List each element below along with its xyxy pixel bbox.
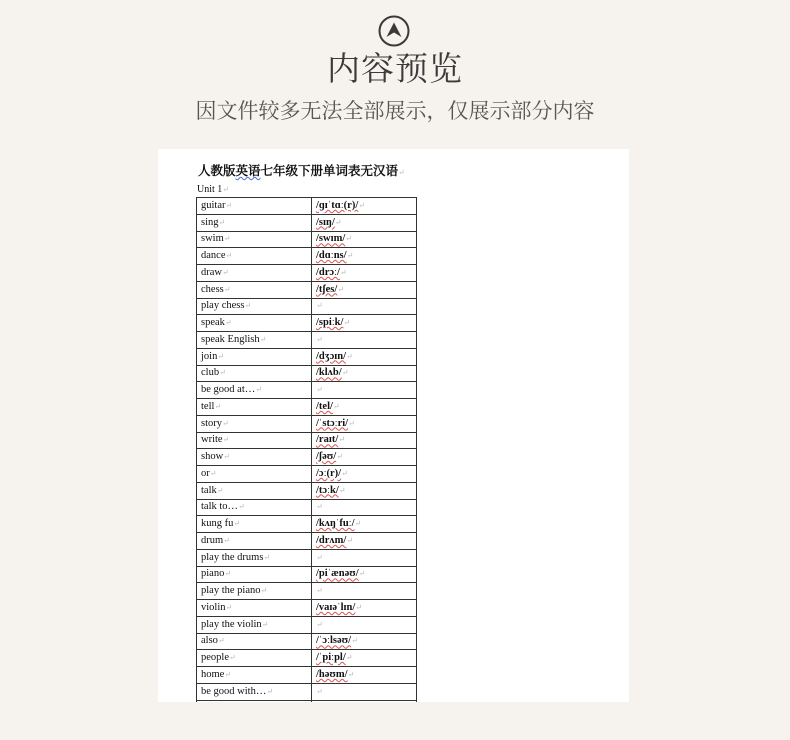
- table-row: [197, 198, 417, 215]
- word-text: guitar: [201, 199, 226, 211]
- unit-label-text: Unit 1: [197, 184, 223, 195]
- phonetic-text: /sɪŋ/: [316, 216, 335, 228]
- paragraph-mark: ↵: [225, 251, 233, 261]
- paragraph-mark: ↵: [222, 435, 230, 445]
- word-cell: [197, 583, 312, 600]
- word-cell: [197, 516, 312, 533]
- phonetic-text: /tel/: [316, 400, 333, 412]
- paragraph-mark: ↵: [346, 535, 354, 545]
- paragraph-mark: ↵: [316, 334, 323, 344]
- paragraph-mark: ↵: [255, 385, 262, 395]
- table-row: [197, 482, 417, 499]
- paragraph-mark: ↵: [225, 602, 233, 612]
- word-cell: [197, 700, 312, 702]
- phonetic-cell: [312, 281, 417, 298]
- paragraph-mark: ↵: [346, 351, 353, 361]
- phonetic-text: /ˈpiːpl/: [316, 652, 346, 664]
- table-row: [197, 298, 417, 315]
- word-text: chess: [201, 283, 224, 295]
- phonetic-cell: [312, 667, 417, 684]
- paragraph-mark: ↵: [334, 217, 342, 227]
- phonetic-text: /spiːk/: [316, 317, 344, 329]
- phonetic-cell: [312, 365, 417, 382]
- table-row: [197, 600, 417, 617]
- phonetic-cell: [312, 315, 417, 332]
- word-text: be good at…: [201, 384, 256, 396]
- word-cell: [197, 466, 312, 483]
- phonetic-cell: [312, 566, 417, 583]
- paragraph-mark: ↵: [345, 234, 352, 244]
- paragraph-mark: ↵: [218, 217, 226, 227]
- table-row: [197, 633, 417, 650]
- paragraph-mark: ↵: [358, 200, 365, 210]
- word-text: swim: [201, 233, 224, 245]
- paragraph-mark: ↵: [348, 418, 355, 428]
- table-row: [197, 616, 417, 633]
- table-row: [197, 432, 417, 449]
- paragraph-mark: ↵: [223, 234, 231, 244]
- word-cell: [197, 315, 312, 332]
- word-cell: [197, 248, 312, 265]
- word-text: home: [201, 668, 225, 680]
- word-text: also: [201, 635, 218, 647]
- paragraph-mark: ↵: [216, 485, 224, 495]
- table-row: [197, 549, 417, 566]
- word-cell: [197, 265, 312, 282]
- word-cell: [197, 667, 312, 684]
- word-cell: [197, 432, 312, 449]
- document-title: [198, 161, 405, 179]
- word-text: piano: [201, 568, 225, 580]
- paragraph-mark: ↵: [263, 552, 271, 562]
- phonetic-text: /həʊm/: [316, 668, 348, 680]
- paragraph-mark: ↵: [316, 385, 323, 395]
- phonetic-cell: [312, 633, 417, 650]
- table-row: [197, 382, 417, 399]
- table-row: [197, 415, 417, 432]
- phonetic-cell: [312, 248, 417, 265]
- phonetic-text: /drɔː/: [316, 266, 340, 278]
- phonetic-cell: [312, 600, 417, 617]
- word-cell: [197, 499, 312, 516]
- phonetic-cell: [312, 700, 417, 702]
- paragraph-mark: ↵: [217, 351, 225, 361]
- phonetic-cell: [312, 516, 417, 533]
- table-row: [197, 365, 417, 382]
- paragraph-mark: ↵: [266, 686, 274, 696]
- phonetic-text: /swɪm/: [316, 233, 346, 245]
- phonetic-cell: [312, 348, 417, 365]
- word-cell: [197, 650, 312, 667]
- vocabulary-table-body: [197, 198, 417, 703]
- phonetic-cell: [312, 214, 417, 231]
- word-cell: [197, 616, 312, 633]
- word-text: play the drums: [201, 551, 264, 563]
- vocabulary-table: [196, 197, 417, 702]
- paragraph-mark: ↵: [343, 318, 351, 328]
- phonetic-cell: [312, 265, 417, 282]
- table-row: [197, 650, 417, 667]
- paragraph-mark: ↵: [259, 334, 267, 344]
- word-text: be good with…: [201, 685, 267, 697]
- table-row: [197, 265, 417, 282]
- paragraph-mark: ↵: [347, 669, 355, 679]
- phonetic-text: /dʒɔɪn/: [316, 350, 347, 362]
- paragraph-mark: ↵: [355, 602, 362, 612]
- word-text: talk to…: [201, 501, 239, 513]
- phonetic-text: /raɪt/: [316, 434, 339, 446]
- word-text: speak: [201, 317, 225, 329]
- word-text: sing: [201, 216, 219, 228]
- word-cell: [197, 566, 312, 583]
- table-row: [197, 566, 417, 583]
- table-row: [197, 281, 417, 298]
- paragraph-mark: ↵: [398, 168, 405, 177]
- word-cell: [197, 600, 312, 617]
- table-row: [197, 315, 417, 332]
- word-cell: [197, 449, 312, 466]
- phonetic-text: /ˈstɔːri/: [316, 417, 349, 429]
- paragraph-mark: ↵: [337, 284, 344, 294]
- paragraph-mark: ↵: [316, 552, 323, 562]
- phonetic-cell: [312, 399, 417, 416]
- paragraph-mark: ↵: [217, 636, 225, 646]
- paragraph-mark: ↵: [339, 267, 347, 277]
- paragraph-mark: ↵: [358, 569, 366, 579]
- phonetic-text: /ɡɪˈtɑː(r)/: [316, 199, 359, 211]
- word-cell: [197, 214, 312, 231]
- phonetic-cell: [312, 198, 417, 215]
- paragraph-mark: ↵: [229, 653, 236, 663]
- table-row: [197, 683, 417, 700]
- paragraph-mark: ↵: [233, 519, 241, 529]
- table-row: [197, 533, 417, 550]
- table-row: [197, 348, 417, 365]
- paragraph-mark: ↵: [336, 452, 343, 462]
- word-cell: [197, 298, 312, 315]
- word-cell: [197, 281, 312, 298]
- word-text: show: [201, 451, 224, 463]
- paragraph-mark: ↵: [223, 452, 230, 462]
- paragraph-mark: ↵: [214, 401, 222, 411]
- paragraph-mark: ↵: [222, 267, 229, 277]
- paragraph-mark: ↵: [223, 284, 231, 294]
- word-cell: [197, 198, 312, 215]
- word-text: play the violin: [201, 618, 262, 630]
- phonetic-text: /klʌb/: [316, 367, 342, 379]
- word-cell: [197, 332, 312, 349]
- word-cell: [197, 348, 312, 365]
- word-cell: [197, 231, 312, 248]
- table-row: [197, 700, 417, 702]
- chevron-up-circle-icon: [378, 15, 410, 47]
- phonetic-text: /vaɪəˈlɪn/: [316, 601, 356, 613]
- word-cell: [197, 382, 312, 399]
- table-row: [197, 499, 417, 516]
- table-row: [197, 667, 417, 684]
- word-cell: [197, 365, 312, 382]
- phonetic-text: /tʃes/: [316, 283, 338, 295]
- table-row: [197, 516, 417, 533]
- unit-label: [197, 184, 229, 195]
- paragraph-mark: ↵: [244, 301, 252, 311]
- phonetic-text: /piˈænəʊ/: [316, 568, 359, 580]
- paragraph-mark: ↵: [316, 301, 323, 311]
- word-text: violin: [201, 601, 226, 613]
- word-cell: [197, 415, 312, 432]
- document-preview: [158, 149, 629, 702]
- paragraph-mark: ↵: [338, 435, 345, 445]
- document-title-underlined: 英语: [235, 163, 261, 178]
- paragraph-mark: ↵: [346, 251, 354, 261]
- word-text: join: [201, 350, 218, 362]
- paragraph-mark: ↵: [222, 185, 229, 194]
- page-title: 内容预览: [327, 49, 463, 88]
- paragraph-mark: ↵: [316, 586, 323, 596]
- word-cell: [197, 549, 312, 566]
- paragraph-mark: ↵: [261, 619, 269, 629]
- table-row: [197, 231, 417, 248]
- phonetic-cell: [312, 332, 417, 349]
- phonetic-cell: [312, 533, 417, 550]
- phonetic-text: /ʃəʊ/: [316, 451, 337, 463]
- phonetic-cell: [312, 298, 417, 315]
- paragraph-mark: ↵: [209, 468, 217, 478]
- paragraph-mark: ↵: [354, 519, 362, 529]
- phonetic-cell: [312, 583, 417, 600]
- phonetic-cell: [312, 683, 417, 700]
- phonetic-cell: [312, 549, 417, 566]
- table-row: [197, 248, 417, 265]
- document-title-suffix: 七年级下册单词表无汉语: [260, 163, 399, 178]
- document-title-prefix: 人教版: [198, 163, 236, 178]
- paragraph-mark: ↵: [341, 368, 349, 378]
- page-subtitle: 因文件较多无法全部展示，仅展示部分内容: [195, 99, 595, 123]
- table-row: [197, 332, 417, 349]
- word-text: talk: [201, 484, 217, 496]
- paragraph-mark: ↵: [224, 669, 232, 679]
- word-text: write: [201, 434, 223, 446]
- phonetic-cell: [312, 415, 417, 432]
- paragraph-mark: ↵: [338, 485, 346, 495]
- table-row: [197, 449, 417, 466]
- paragraph-mark: ↵: [222, 418, 229, 428]
- word-cell: [197, 482, 312, 499]
- paragraph-mark: ↵: [238, 502, 245, 512]
- paragraph-mark: ↵: [316, 686, 323, 696]
- word-text: tell: [201, 400, 215, 412]
- phonetic-text: /kʌŋˈfuː/: [316, 518, 355, 530]
- paragraph-mark: ↵: [345, 653, 353, 663]
- word-text: or: [201, 467, 210, 479]
- phonetic-cell: [312, 616, 417, 633]
- word-text: draw: [201, 266, 222, 278]
- word-text: people: [201, 652, 229, 664]
- paragraph-mark: ↵: [332, 401, 340, 411]
- phonetic-text: /ɔː(r)/: [316, 467, 342, 479]
- word-text: story: [201, 417, 222, 429]
- phonetic-text: /dɑːns/: [316, 250, 347, 262]
- word-text: speak English: [201, 333, 260, 345]
- table-row: [197, 583, 417, 600]
- word-text: play chess: [201, 300, 245, 312]
- phonetic-cell: [312, 466, 417, 483]
- paragraph-mark: ↵: [224, 318, 232, 328]
- word-cell: [197, 533, 312, 550]
- paragraph-mark: ↵: [316, 619, 323, 629]
- phonetic-text: /drʌm/: [316, 534, 347, 546]
- word-text: play the piano: [201, 585, 261, 597]
- paragraph-mark: ↵: [316, 502, 323, 512]
- paragraph-mark: ↵: [219, 368, 226, 378]
- table-row: [197, 466, 417, 483]
- table-row: [197, 214, 417, 231]
- paragraph-mark: ↵: [224, 569, 232, 579]
- phonetic-text: /tɔːk/: [316, 484, 339, 496]
- phonetic-cell: [312, 231, 417, 248]
- word-cell: [197, 633, 312, 650]
- word-cell: [197, 683, 312, 700]
- word-text: kung fu: [201, 518, 234, 530]
- phonetic-cell: [312, 650, 417, 667]
- phonetic-cell: [312, 432, 417, 449]
- phonetic-cell: [312, 449, 417, 466]
- table-row: [197, 399, 417, 416]
- paragraph-mark: ↵: [223, 535, 230, 545]
- paragraph-mark: ↵: [351, 636, 358, 646]
- paragraph-mark: ↵: [260, 586, 268, 596]
- word-text: club: [201, 367, 220, 379]
- paragraph-mark: ↵: [225, 200, 233, 210]
- phonetic-cell: [312, 382, 417, 399]
- word-text: drum: [201, 534, 224, 546]
- paragraph-mark: ↵: [341, 468, 348, 478]
- phonetic-cell: [312, 499, 417, 516]
- phonetic-text: /ˈɔːlsəʊ/: [316, 635, 352, 647]
- word-cell: [197, 399, 312, 416]
- phonetic-cell: [312, 482, 417, 499]
- word-text: dance: [201, 250, 226, 262]
